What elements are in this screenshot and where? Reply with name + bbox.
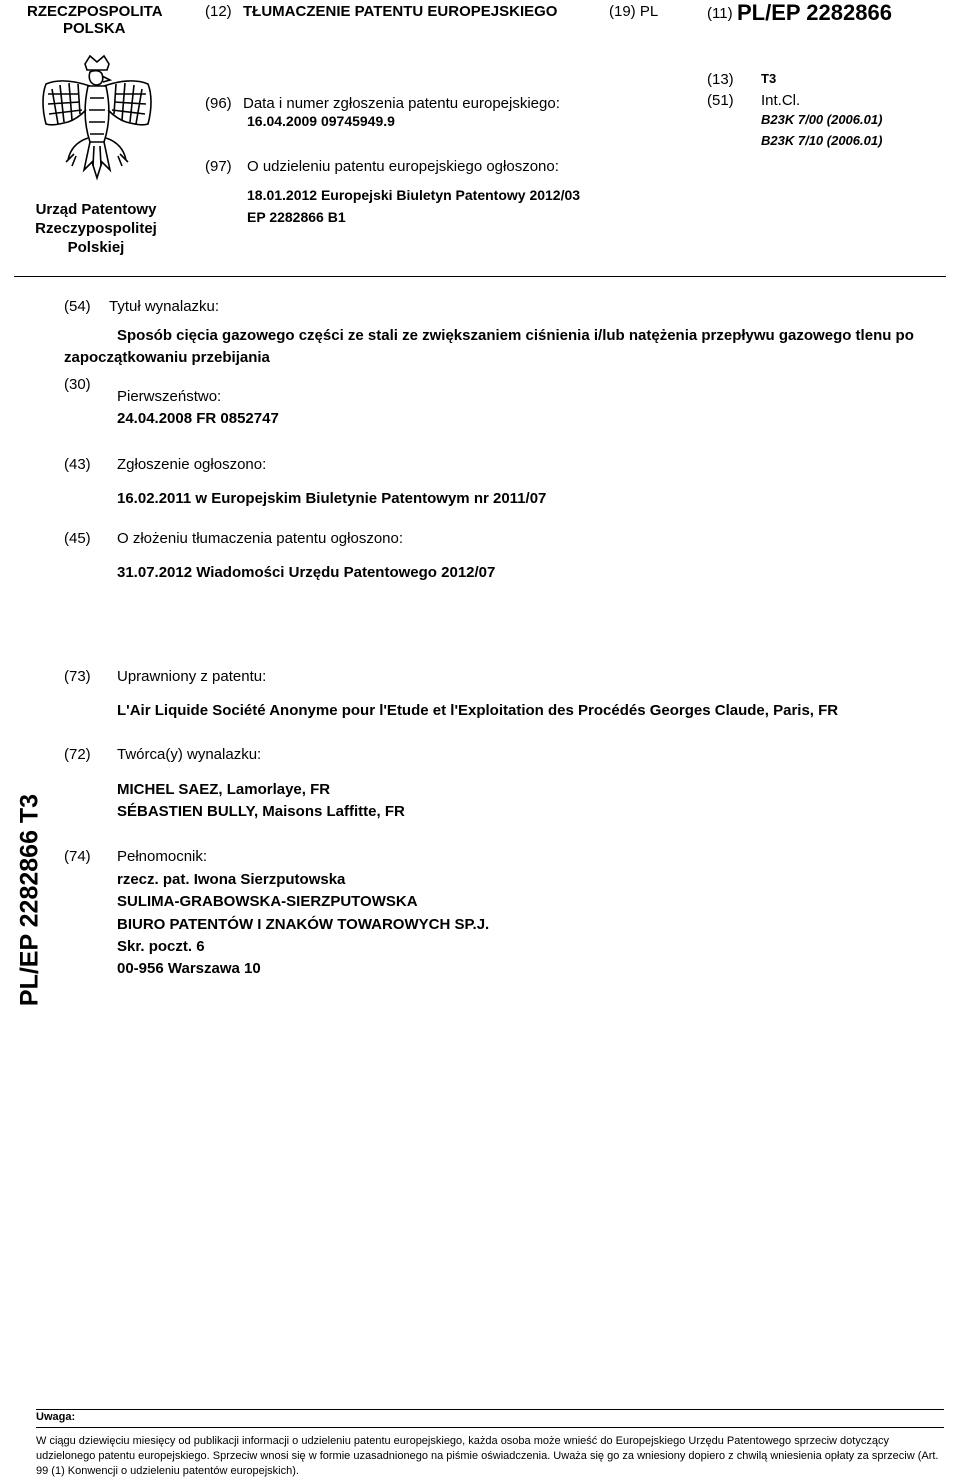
inid-43: (43) bbox=[64, 456, 91, 473]
office-name bbox=[0, 200, 192, 257]
application-value: 16.04.2009 09745949.9 bbox=[247, 113, 395, 129]
inventor-2: SÉBASTIEN BULLY, Maisons Laffitte, FR bbox=[117, 803, 405, 820]
priority-value: 24.04.2008 FR 0852747 bbox=[117, 410, 279, 427]
application-publication-value: 16.02.2011 w Europejskim Biuletynie Patentowym nr 2011/07 bbox=[117, 490, 547, 507]
priority-label: Pierwszeństwo: bbox=[117, 388, 222, 405]
country-line-1: RZECZPOSPOLITA bbox=[27, 3, 163, 20]
polish-eagle-emblem-icon bbox=[38, 54, 156, 184]
application-publication-label: Zgłoszenie ogłoszono: bbox=[117, 456, 267, 473]
document-type: TŁUMACZENIE PATENTU EUROPEJSKIEGO bbox=[243, 3, 558, 20]
int-cl-class-2: B23K 7/10 (2006.01) bbox=[761, 133, 883, 148]
attorney-line-2: SULIMA-GRABOWSKA-SIERZPUTOWSKA bbox=[117, 893, 418, 910]
inventor-1: MICHEL SAEZ, Lamorlaye, FR bbox=[117, 781, 331, 798]
attorney-line-3: BIURO PATENTÓW I ZNAKÓW TOWAROWYCH SP.J. bbox=[117, 916, 490, 933]
inid-19: (19) PL bbox=[609, 3, 659, 20]
kind-code: T3 bbox=[761, 71, 777, 86]
side-patent-label-text: PL/EP 2282866 T3 bbox=[15, 793, 44, 1007]
invention-title: Sposób cięcia gazowego części ze stali ze zwiększaniem ciśnienia i/lub natężenia przepływu gazowego tlenu po zapoczątkowaniu przebijania bbox=[64, 327, 914, 366]
attorney-label: Pełnomocnik: bbox=[117, 848, 208, 865]
proprietor-label: Uprawniony z patentu: bbox=[117, 668, 267, 685]
inid-73: (73) bbox=[64, 668, 91, 685]
inid-30: (30) bbox=[64, 376, 91, 393]
application-label: Data i numer zgłoszenia patentu europejskiego: bbox=[243, 95, 560, 112]
translation-label: O złożeniu tłumaczenia patentu ogłoszono: bbox=[117, 530, 404, 547]
inid-11: (11) bbox=[707, 5, 733, 22]
inid-51: (51) bbox=[707, 92, 734, 109]
inid-74: (74) bbox=[64, 848, 91, 865]
inid-45: (45) bbox=[64, 530, 91, 547]
note-text: W ciągu dziewięciu miesięcy od publikacji informacji o udzieleniu patentu europejskiego, każda osoba może wnieść do Europejskiego Urzędu Patentowego sprzeciw dotyczący udzielonego patentu europejskiego. Sprzeciw wnosi się w formie uzasadnionego na piśmie oświadczenia. Uważa się go za wniesiony dopiero z chwilą wniesienia opłaty za sprzeciw (Art. 99 (1) Konwencji o udzieleniu patentów europejskich). bbox=[36, 1435, 939, 1477]
patent-number: PL/EP 2282866 bbox=[737, 0, 892, 25]
proprietor-value: L'Air Liquide Société Anonyme pour l'Etude et l'Exploitation des Procédés Georges Claude, Paris, FR bbox=[117, 702, 839, 719]
note-label: Uwaga: bbox=[36, 1411, 76, 1423]
int-cl-label: Int.Cl. bbox=[761, 92, 801, 109]
grant-label: O udzieleniu patentu europejskiego ogłoszono: bbox=[247, 158, 559, 175]
footer-divider-top bbox=[36, 1409, 944, 1410]
side-patent-label bbox=[4, 793, 56, 1007]
inid-96: (96) bbox=[205, 95, 232, 112]
attorney-line-1: rzecz. pat. Iwona Sierzputowska bbox=[117, 871, 346, 888]
footer-divider bbox=[36, 1427, 944, 1428]
country-line-2: POLSKA bbox=[63, 20, 126, 37]
header-divider bbox=[14, 276, 946, 277]
inid-13: (13) bbox=[707, 71, 734, 88]
translation-value: 31.07.2012 Wiadomości Urzędu Patentowego 2012/07 bbox=[117, 564, 496, 581]
title-label: Tytuł wynalazku: bbox=[109, 298, 220, 315]
inid-54: (54) bbox=[64, 298, 91, 315]
attorney-line-4: Skr. poczt. 6 bbox=[117, 938, 205, 955]
int-cl-class-1: B23K 7/00 (2006.01) bbox=[761, 112, 883, 127]
inventors-label: Twórca(y) wynalazku: bbox=[117, 746, 262, 763]
office-line-2: Rzeczypospolitej bbox=[35, 220, 157, 237]
office-line-3: Polskiej bbox=[67, 239, 125, 256]
grant-publication-number: EP 2282866 B1 bbox=[247, 209, 346, 225]
attorney-line-5: 00-956 Warszawa 10 bbox=[117, 960, 261, 977]
office-line-1: Urząd Patentowy bbox=[35, 201, 157, 218]
inid-12: (12) bbox=[205, 3, 232, 20]
inid-72: (72) bbox=[64, 746, 91, 763]
inid-97: (97) bbox=[205, 158, 232, 175]
grant-value: 18.01.2012 Europejski Biuletyn Patentowy 2012/03 bbox=[247, 187, 581, 203]
